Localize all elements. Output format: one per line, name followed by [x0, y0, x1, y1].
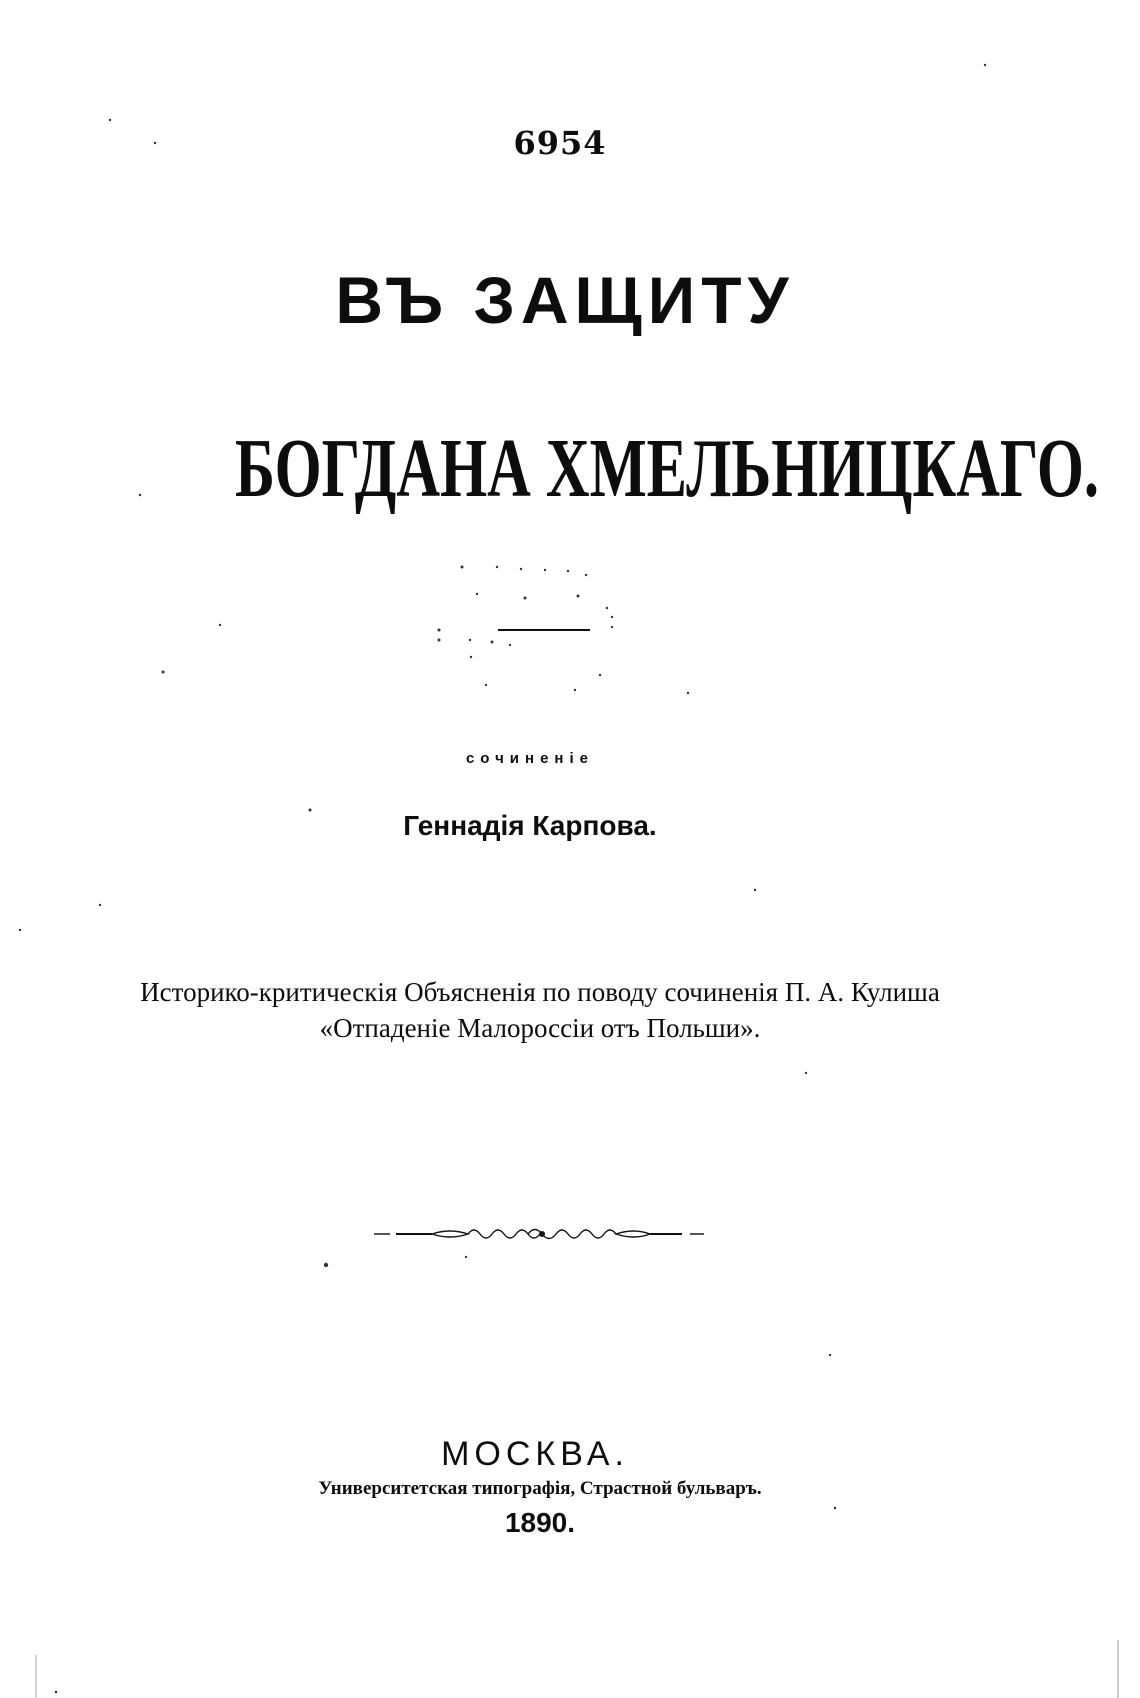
subtitle-line-1: Историко-критическія Объясненія по поводу сочиненія П. А. Кулиша — [140, 977, 940, 1007]
printer-imprint: Университетская типографія, Страстной бульваръ. — [318, 1478, 762, 1499]
decorative-divider-ornament — [370, 1222, 710, 1246]
composition-label: сочиненіе — [465, 750, 595, 767]
publication-city: МОСКВА. — [441, 1435, 629, 1473]
subtitle-line-2: «Отпаденіе Малороссіи отъ Польши». — [319, 1013, 761, 1043]
inventory-number: 6954 — [513, 124, 607, 162]
publication-year: 1890. — [504, 1507, 576, 1538]
title-line-2: БОГДАНА ХМЕЛЬНИЦКАГО. — [235, 422, 1100, 515]
title-line-1: ВЪ ЗАЩИТУ — [335, 263, 795, 337]
author-name: Геннадія Карпова. — [403, 810, 657, 841]
